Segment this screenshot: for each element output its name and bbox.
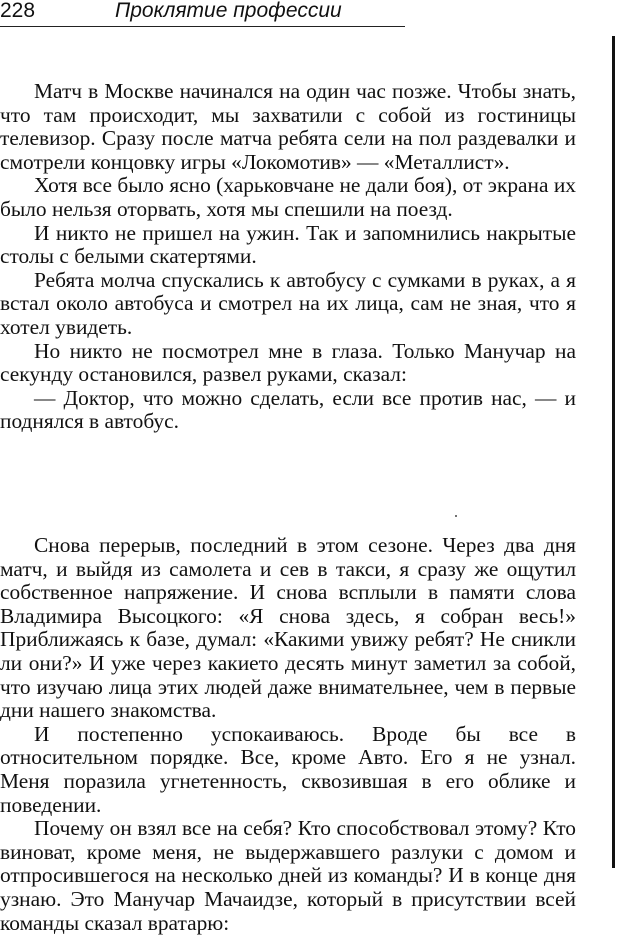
paragraph: Снова перерыв, последний в этом сезоне. Через два дня матч, и выйдя из самолета и сев в такси, я сразу же ощутил собственное напряжение. И снова всплыли в памяти слова Владимира Высоцкого: «Я снова здесь, я собран весь!» Приближаясь к базе, думал: «Какими увижу ребят? Не сникли ли они?» И уже через какието десять минут заметил за собой, что изучаю лица этих людей даже внимательнее, чем в первые дни нашего знакомства. [0,533,576,723]
paragraph: Но никто не посмотрел мне в глаза. Только Манучар на секунду остановился, развел руками, сказал: [0,338,576,387]
paragraph: И постепенно успокаиваюсь. Вроде бы все в относительном порядке. Все, кроме Авто. Его я не узнал. Меня поразила угнетенность, сквозившая в его облике и поведении. [0,721,576,817]
paragraph: И никто не пришел на ужин. Так и запомнились накрытые столы с белыми скатертями. [0,220,576,269]
running-head [0,0,405,27]
section-second [0,534,576,935]
page-number: 228 [0,0,36,22]
running-title: Проклятие профессии [115,0,342,22]
paragraph: Почему он взял все на себя? Кто способствовал этому? Кто виноват, кроме меня, не выдержавшего разлуки с домом и отпросившегося на несколько дней из команды? И в конце дня узнаю. Это Манучар Мачаидзе, который в присутствии всей команды сказал вратарю: [0,816,576,935]
paragraph: — Доктор, что можно сделать, если все против нас, — и поднялся в автобус. [0,385,576,434]
section-break-mark [455,515,457,517]
page-edge-rule [612,36,615,868]
section-first [0,80,576,434]
paragraph: Хотя все было ясно (харьковчане не дали боя), от экрана их было нельзя оторвать, хотя мы спешили на поезд. [0,173,576,221]
paragraph: Ребята молча спускались к автобусу с сумками в руках, а я встал около автобуса и смотрел на их лица, сам не зная, что я хотел увидеть. [0,267,576,339]
paragraph: Матч в Москве начинался на один час позже. Чтобы знать, что там происходит, мы захватили с собой из гостиницы телевизор. Сразу после матча ребята сели на пол раздевалки и смотрели концовку игры «Локомотив» — «Металлист». [0,79,576,174]
